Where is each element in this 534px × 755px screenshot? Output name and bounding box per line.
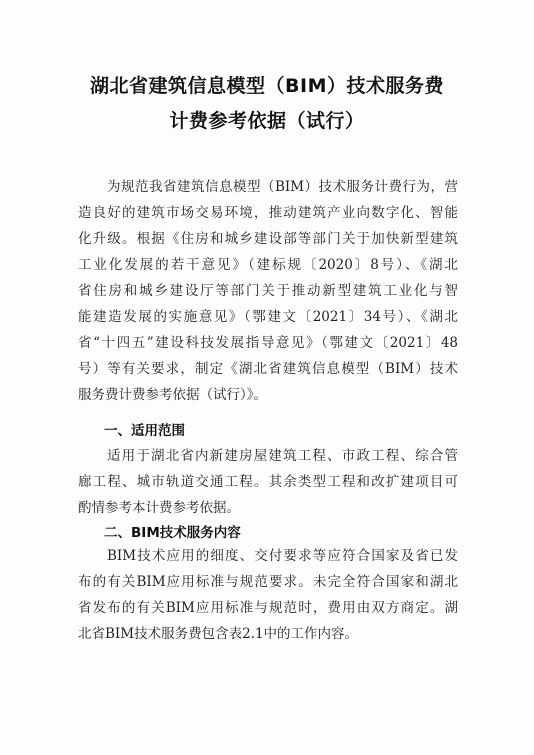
intro-line: 号）等有关要求，制定《湖北省建筑信息模型（BIM）技术	[78, 361, 458, 377]
section-2-line: 省发布的有关BIM应用标准与规范时，费用由双方商定。湖	[78, 600, 458, 616]
section-1-line: 适用于湖北省内新建房屋建筑工程、市政工程、综合管	[107, 448, 458, 464]
intro-line: 造良好的建筑市场交易环境，推动建筑产业向数字化、智能	[78, 205, 458, 221]
intro-line: 能建造发展的实施意见》（鄂建文〔2021〕34号）、《湖北	[78, 309, 458, 325]
intro-line: 化升级。根据《住房和城乡建设部等部门关于加快新型建筑	[78, 231, 458, 247]
section-1-line: 酌情参考本计费参考依据。	[78, 500, 240, 516]
section-2-line: BIM技术应用的细度、交付要求等应符合国家及省已发	[107, 548, 458, 564]
document-title-line-2: 计费参考依据（试行）	[169, 110, 365, 132]
intro-paragraph	[78, 174, 458, 408]
document-title-line-1: 湖北省建筑信息模型（BIM）技术服务费	[90, 75, 444, 97]
section-2-line: 北省BIM技术服务费包含表2.1中的工作内容。	[78, 626, 359, 642]
section-2-paragraph	[78, 543, 458, 647]
intro-line: 省住房和城乡建设厅等部门关于推动新型建筑工业化与智	[78, 283, 458, 299]
intro-line: 工业化发展的若干意见》（建标规〔2020〕8号）、《湖北	[78, 257, 458, 273]
section-1-heading: 一、适用范围	[104, 423, 185, 439]
intro-line: 为规范我省建筑信息模型（BIM）技术服务计费行为，营	[107, 179, 458, 195]
section-2-heading: 二、BIM技术服务内容	[104, 525, 241, 541]
section-2-line: 布的有关BIM应用标准与规范要求。未完全符合国家和湖北	[78, 574, 458, 590]
section-1-paragraph	[78, 443, 458, 521]
intro-line: 省“十四五”建设科技发展指导意见》（鄂建文〔2021〕48	[78, 335, 458, 351]
section-1-line: 廊工程、城市轨道交通工程。其余类型工程和改扩建项目可	[78, 474, 458, 490]
intro-line: 服务费计费参考依据（试行）》。	[78, 387, 267, 403]
